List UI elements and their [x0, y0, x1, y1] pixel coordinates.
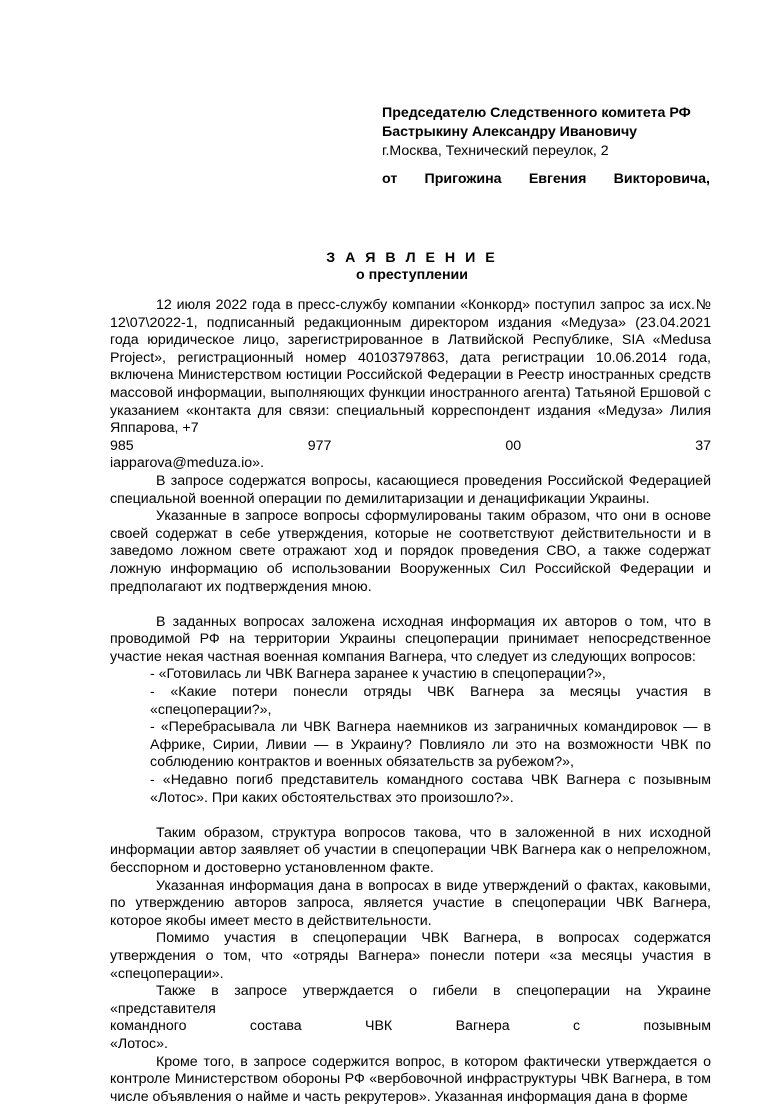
spread-word: командного [110, 1018, 187, 1035]
sender-word: Евгения [528, 171, 587, 187]
sender-word: Пригожина [424, 171, 502, 187]
paragraph-end-line: «Лотос». [110, 1035, 168, 1052]
spread-word: позывным [643, 1018, 711, 1035]
document-body [110, 297, 711, 1106]
paragraph: В заданных вопросах заложена исходная информация их авторов о том, что в проводимой РФ на территории Украины спецоперации принимает непосредственное участие некая частная военная компания Вагнера, что следует из следующих вопросов: [110, 613, 711, 665]
spread-word: Вагнера [455, 1018, 510, 1035]
paragraph-gap [110, 596, 711, 614]
spread-word: ЧВК [365, 1018, 393, 1035]
phone-part: 00 [505, 437, 522, 454]
paragraph: Помимо участия в спецоперации ЧВК Вагнера, в вопросах содержатся утверждения о том, что «отряды Вагнера» понесли потери «за месяцы участия в «спецоперации». [110, 930, 711, 982]
phone-part: 977 [307, 437, 332, 454]
question-item: - «Готовилась ли ЧВК Вагнера заранее к участию в спецоперации?», [150, 666, 606, 683]
paragraph: Также в запросе утверждается о гибели в спецоперации на Украине «представителя [110, 983, 711, 1017]
spread-word: с [573, 1018, 581, 1035]
paragraph: Кроме того, в запросе содержится вопрос, в котором фактически утверждается о контроле Министерством обороны РФ «вербовочной инфраструктуры ЧВК Вагнера, в том числе объявления о найме и часть рекрутеров». Указанная информация дана в форме [110, 1053, 711, 1105]
document-title: З А Я В Л Е Н И Е [326, 250, 498, 266]
paragraph: 12 июля 2022 года в пресс-службу компании «Конкорд» поступил запрос за исх.№ 12\07\2022-1, подписанный редакционным директором издания «Медуза» (23.04.2021 года юридическое лицо, зарегистрированное в Латвийской Республике, SIA «Medusa Project», регистрационный номер 40103797863, дата регистрации 10.06.2014 года, включена Министерством юстиции Российской Федерации в Реестр иностранных средств массовой информации, выполняющих функции иностранного агента) Татьяной Ершовой с указанием «контакта для связи: специальный корреспондент издания «Медуза» Лилия Яппарова, +7 [110, 297, 711, 437]
addressee-address: г.Москва, Технический переулок, 2 [382, 143, 609, 159]
phone-part: 985 [110, 437, 134, 454]
sender-line [382, 170, 710, 189]
question-item: - «Перебрасывала ли ЧВК Вагнера наемников из заграничных командировок — в Африке, Сирии, Ливии — в Украину? Повлияло ли это на возможности ЧВК по соблюдению контрактов и военных обязательств за рубежом?», [150, 719, 711, 771]
sender-word: Викторовича, [613, 171, 710, 187]
paragraph-spread-line [110, 1018, 711, 1036]
paragraph: В запросе содержатся вопросы, касающиеся проведения Российской Федерацией специальной военной операции по демилитаризации и денацификации Украины. [110, 472, 711, 507]
addressee-position: Председателю Следственного комитета РФ [382, 105, 691, 121]
phone-part: 37 [695, 437, 711, 454]
paragraph: Таким образом, структура вопросов такова, что в заложенной в них исходной информации автор заявляет об участии в спецоперации ЧВК Вагнера как о непреложном, бесспорном и достоверно установленном факте. [110, 824, 711, 876]
spread-word: состава [249, 1018, 302, 1035]
question-item: - «Недавно погиб представитель командного состава ЧВК Вагнера с позывным «Лотос». При каких обстоятельствах это произошло?». [150, 772, 711, 806]
document-subtitle: о преступлении [356, 267, 468, 283]
addressee-block [382, 104, 712, 161]
sender-word: от [382, 171, 398, 187]
phone-number-line [110, 438, 711, 456]
addressee-name: Бастрыкину Александру Ивановичу [382, 124, 638, 140]
email-line: iapparova@meduza.io». [110, 455, 265, 472]
paragraph: Указанные в запросе вопросы сформулированы таким образом, что они в основе своей содержат в себе утверждения, которые не соответствуют действительности и в заведомо ложном свете отражают ход и порядок проведения СВО, а также содержат ложную информацию об использовании Вооруженных Сил Российской Федерации и предполагают их подтверждения мною. [110, 508, 711, 595]
question-item: - «Какие потери понесли отряды ЧВК Вагнера за месяцы участия в «спецоперации?», [150, 684, 711, 718]
paragraph: Указанная информация дана в вопросах в виде утверждений о фактах, каковыми, по утверждению авторов запроса, является участие в спецоперации ЧВК Вагнера, которое якобы имеет место в действительности. [110, 877, 711, 929]
paragraph-gap [110, 807, 711, 825]
